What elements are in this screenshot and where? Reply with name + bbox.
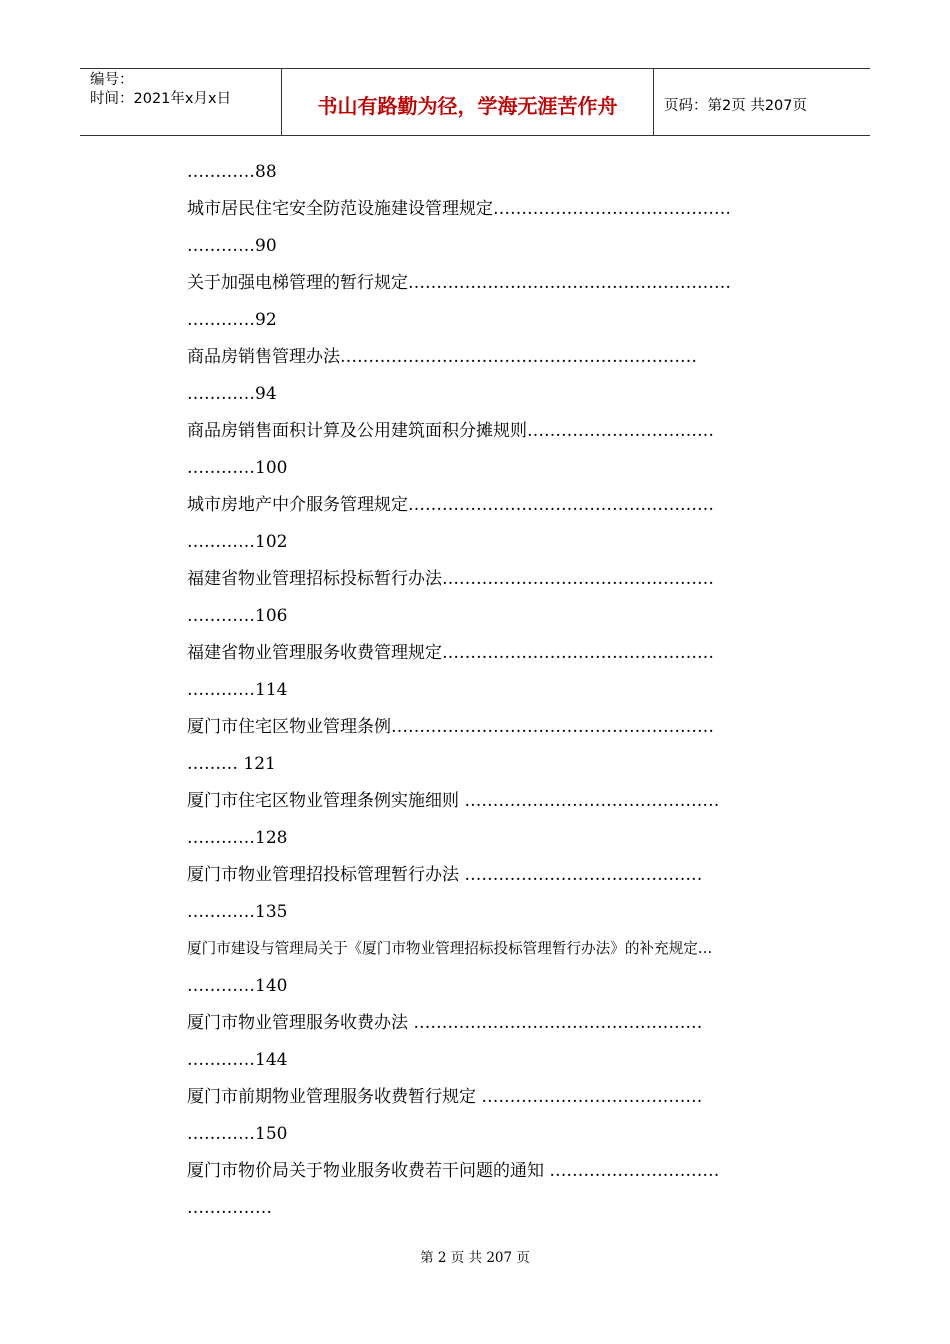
page-header <box>80 68 870 136</box>
toc-line: …………114 <box>187 680 288 700</box>
header-left-cell <box>80 69 282 135</box>
toc-line: …………150 <box>187 1124 288 1144</box>
toc-line: 商品房销售管理办法……………………………………………………… <box>187 347 697 367</box>
toc-line: 商品房销售面积计算及公用建筑面积分摊规则…………………………… <box>187 421 714 441</box>
toc-line: …………128 <box>187 828 288 848</box>
header-time-label: 时间：2021年x月x日 <box>90 91 232 107</box>
toc-line: …………140 <box>187 976 288 996</box>
toc-line: …………100 <box>187 458 288 478</box>
toc-line: 福建省物业管理招标投标暂行办法………………………………………… <box>187 569 714 589</box>
toc-line: …………90 <box>187 236 277 256</box>
table-of-contents <box>187 157 807 1230</box>
toc-line: ……… 121 <box>187 754 276 774</box>
header-page-info: 页码：第2页 共207页 <box>664 97 808 114</box>
toc-line: 厦门市住宅区物业管理条例实施细则 ……………………………………… <box>187 791 720 811</box>
toc-line: …………… <box>187 1198 272 1218</box>
toc-line: 厦门市物价局关于物业服务收费若干问题的通知 ………………………… <box>187 1161 720 1181</box>
page-footer: 第 2 页 共 207 页 <box>420 1250 530 1266</box>
toc-line: 福建省物业管理服务收费管理规定………………………………………… <box>187 643 714 663</box>
toc-line: …………135 <box>187 902 288 922</box>
toc-line: …………88 <box>187 162 277 182</box>
toc-line: …………144 <box>187 1050 288 1070</box>
toc-line: …………102 <box>187 532 288 552</box>
toc-line: …………94 <box>187 384 277 404</box>
toc-line: 城市居民住宅安全防范设施建设管理规定…………………………………… <box>187 199 731 219</box>
toc-line: …………106 <box>187 606 288 626</box>
header-number-label: 编号： <box>90 72 134 88</box>
toc-line: 关于加强电梯管理的暂行规定………………………………………………… <box>187 273 731 293</box>
header-motto: 书山有路勤为径，学海无涯苦作舟 <box>282 69 654 135</box>
toc-line: 城市房地产中介服务管理规定……………………………………………… <box>187 495 714 515</box>
toc-line: 厦门市物业管理招投标管理暂行办法 …………………………………… <box>187 865 703 885</box>
toc-line: …………92 <box>187 310 277 330</box>
toc-line: 厦门市前期物业管理服务收费暂行规定 ………………………………… <box>187 1087 703 1107</box>
toc-line: 厦门市物业管理服务收费办法 …………………………………………… <box>187 1013 703 1033</box>
toc-line: 厦门市住宅区物业管理条例………………………………………………… <box>187 717 714 737</box>
toc-line: 厦门市建设与管理局关于《厦门市物业管理招标投标管理暂行办法》的补充规定… <box>187 940 713 957</box>
